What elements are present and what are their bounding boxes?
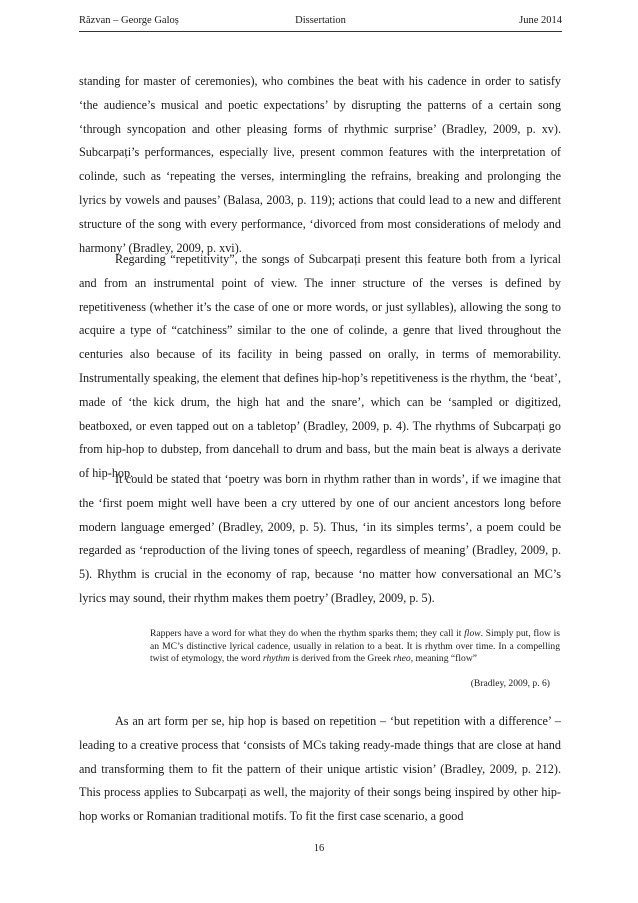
header-divider (79, 31, 562, 32)
body-paragraph-2: Regarding “repetitivity”, the songs of Subcarpați present this feature both from a lyrical and from an instrumental point of view. The inner structure of the verses is defined by repetitiveness (whether it’s the case of one or more words, or just syllables), allowing the song to acquire a type of “catchiness” similar to the one of colinde, a genre that lived throughout the centuries also because of its facility in being passed on orally, in terms of memorability. Instrumentally speaking, the element that defines hip-hop’s repetitiveness is the rhythm, the ‘beat’, made of ‘the kick drum, the high hat and the snare’, which can be ‘sampled or digitized, beatboxed, or even tapped out on a tabletop’ (Bradley, 2009, p. 4). The rhythms of Subcarpați go from hip-hop to dubstep, from dancehall to drum and bass, but the main beat is always a derivate of hip-hop. (79, 252, 561, 481)
body-paragraph-3: It could be stated that ‘poetry was born in rhythm rather than in words’, if we imagine that the ‘first poem might well have been a cry uttered by one of our ancient ancestors long before modern language emerged’ (Bradley, 2009, p. 5). Thus, ‘in its simples terms’, a poem could be regarded as ‘reproduction of the living tones of speech, regardless of meaning’ (Bradley, 2009, p. 5). Rhythm is crucial in the economy of rap, because ‘no matter how conversational an MC’s lyrics may sound, their rhythm makes them poetry’ (Bradley, 2009, p. 5). (79, 472, 561, 605)
header-date: June 2014 (519, 15, 562, 26)
quote-text-2: . Simply put, flow is an MC’s distinctive lyrical cadence, usually in relation to a beat. It is rhythm over time. In a compelling twist of etymology, the word (150, 628, 560, 665)
page-header (79, 14, 562, 28)
quote-term-rhythm: rhythm (262, 653, 290, 665)
block-quote (150, 628, 560, 666)
quote-text-3: is derived from the Greek (289, 653, 394, 665)
quote-text-1: Rappers have a word for what they do when the rhythm sparks them; they call it (150, 628, 465, 639)
body-paragraph-1: standing for master of ceremonies), who combines the beat with his cadence in order to satisfy ‘the audience’s musical and poetic expectations’ by disrupting the patterns of a certain song ‘through syncopation and other pleasing forms of rhythmic surprise’ (Bradley, 2009, p. xv). Subcarpați’s performances, especially live, present common features with the interpretation of colinde, such as ‘repeating the verses, intermingling the refrains, breaking and prolonging the lyrics by vowels and pauses’ (Balasa, 2003, p. 119); actions that could lead to a new and different structure of the song with every performance, ‘divorced from most considerations of melody and harmony’ (Bradley, 2009, p. xvi). (79, 74, 561, 255)
header-author: Răzvan – George Galoș (79, 15, 179, 26)
quote-text-4: meaning “flow” (413, 653, 478, 665)
quote-citation: (Bradley, 2009, p. 6) (470, 678, 550, 689)
body-paragraph-4: As an art form per se, hip hop is based on repetition – ‘but repetition with a difference’ – leading to a creative process that ‘consists of MCs taking ready-made things that are close at hand and transforming them to fit the pattern of their unique artistic vision’ (Bradley, 2009, p. 212). This process applies to Subcarpați as well, the majority of their songs being inspired by other hip-hop works or Romanian traditional motifs. To fit the first case scenario, a good (79, 714, 561, 824)
quote-term-rheo: rheo, (393, 653, 414, 665)
quote-term-flow: flow (464, 628, 481, 639)
page-number: 16 (313, 843, 325, 854)
header-title: Dissertation (295, 15, 346, 26)
